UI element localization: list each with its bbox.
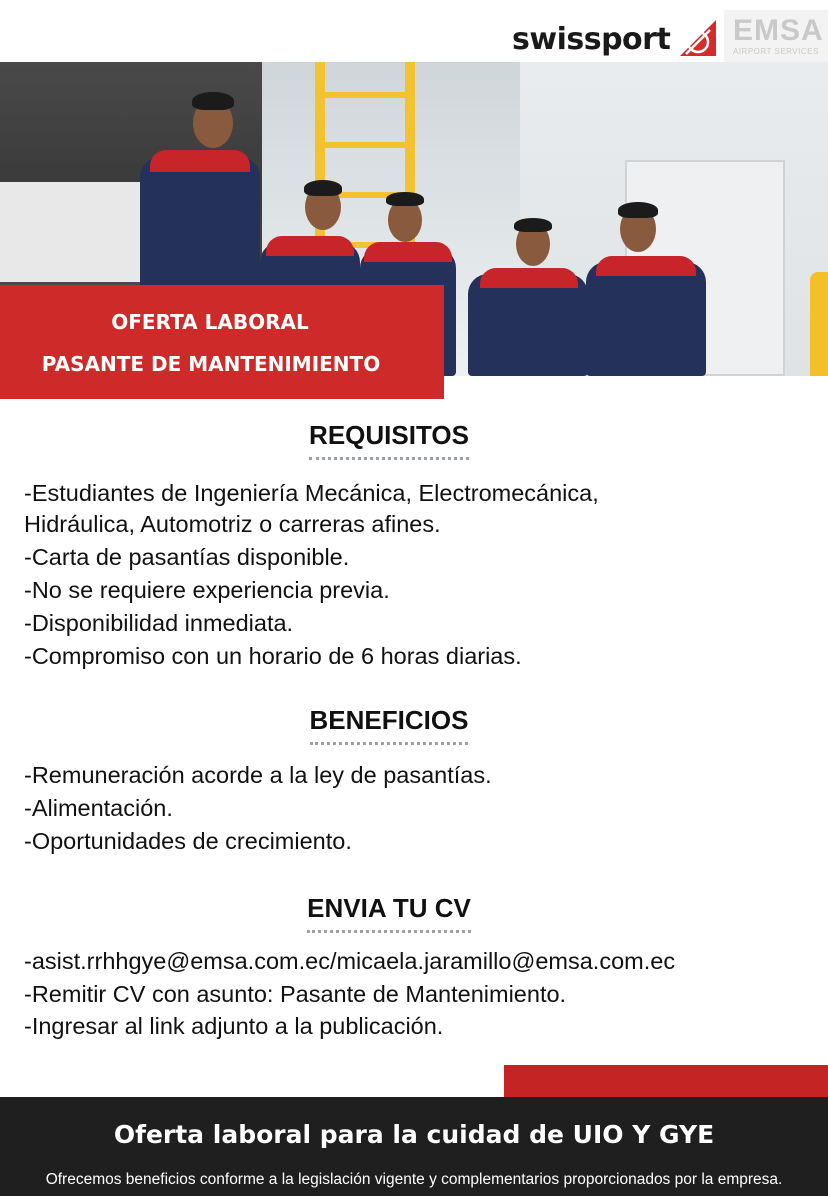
requisito-item: -Disponibilidad inmediata.: [24, 610, 294, 636]
beneficios-heading: BENEFICIOS: [0, 705, 778, 745]
banner-title: OFERTA LABORAL: [111, 310, 309, 334]
banner-subtitle: PASANTE DE MANTENIMIENTO: [41, 352, 381, 376]
logo-bar: [0, 0, 828, 62]
envia-item: -Ingresar al link adjunto a la publicación.: [24, 1013, 444, 1039]
swissport-logo-text: swissport: [512, 22, 671, 57]
beneficio-item: -Alimentación.: [24, 795, 173, 821]
emsa-logo-subtitle: AIRPORT SERVICES: [733, 47, 819, 56]
title-banner: [0, 285, 444, 399]
beneficio-item: -Oportunidades de crecimiento.: [24, 828, 352, 854]
requisito-item: Hidráulica, Automotriz o carreras afines.: [24, 511, 441, 537]
beneficio-item: -Remuneración acorde a la ley de pasantías.: [24, 762, 492, 788]
yellow-post: [810, 272, 828, 376]
requisito-item: -Carta de pasantías disponible.: [24, 544, 350, 570]
requisito-item: -No se requiere experiencia previa.: [24, 577, 390, 603]
footer-red-accent: [504, 1065, 828, 1097]
requisitos-heading: REQUISITOS: [0, 420, 778, 460]
requisito-item: -Estudiantes de Ingeniería Mecánica, Electromecánica,: [24, 480, 599, 506]
requisito-item: -Compromiso con un horario de 6 horas diarias.: [24, 643, 522, 669]
swissport-emblem-icon: [676, 16, 720, 60]
footer-title: Oferta laboral para la cuidad de UIO Y GYE: [113, 1120, 715, 1149]
envia-item: -Remitir CV con asunto: Pasante de Mantenimiento.: [24, 981, 567, 1007]
emsa-logo-text: EMSA: [733, 14, 824, 47]
envia-cv-heading: ENVIA TU CV: [0, 893, 778, 933]
contact-email-line[interactable]: -asist.rrhhgye@emsa.com.ec/micaela.jaramillo@emsa.com.ec: [24, 948, 676, 974]
footer-note: Ofrecemos beneficios conforme a la legislación vigente y complementarios proporcionados por la empresa.: [45, 1171, 783, 1188]
